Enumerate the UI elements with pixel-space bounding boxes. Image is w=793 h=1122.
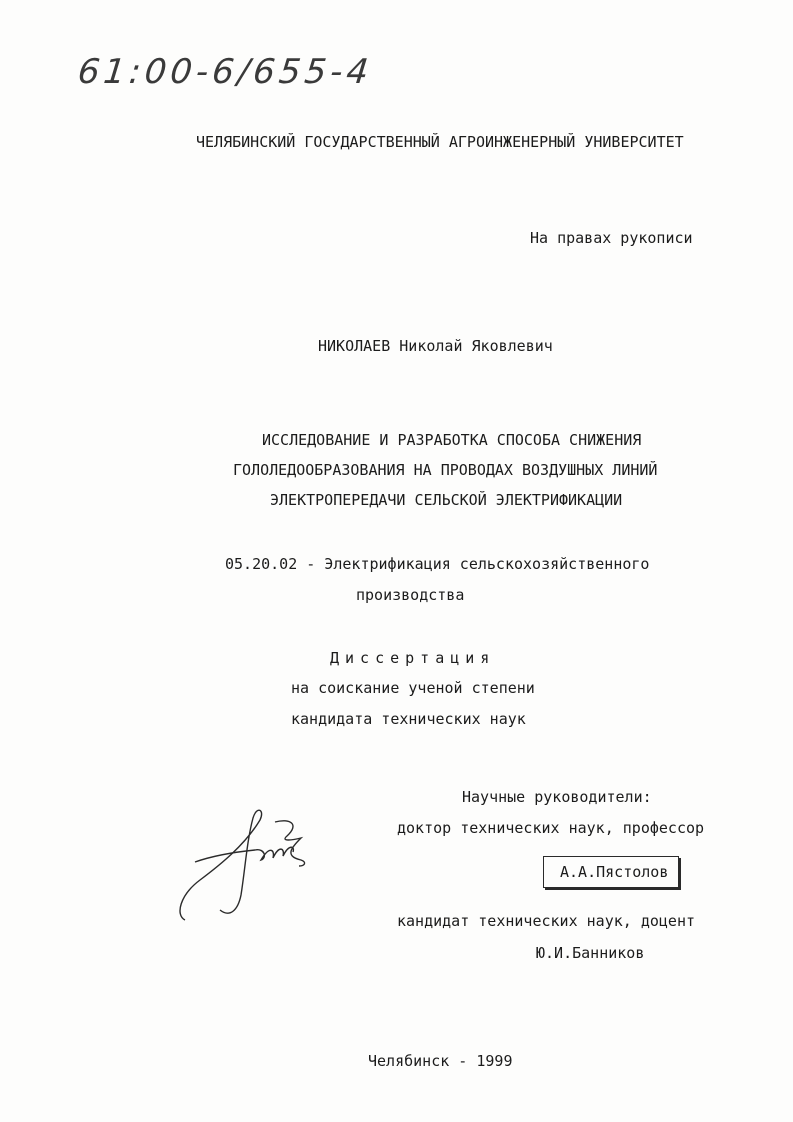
supervisor-1-name-box	[543, 856, 679, 888]
degree-line-2: на соискание ученой степени	[291, 679, 535, 697]
supervisor-2-title: кандидат технических наук, доцент	[397, 912, 696, 930]
author-name: НИКОЛАЕВ Николай Яковлевич	[318, 337, 553, 355]
signature	[175, 800, 315, 930]
footer-city-year: Челябинск - 1999	[368, 1052, 513, 1070]
degree-line-3: кандидата технических наук	[291, 710, 526, 728]
supervisor-2-name: Ю.И.Банников	[536, 944, 645, 962]
specialty-line-1: 05.20.02 - Электрификация сельскохозяйственного	[225, 555, 650, 573]
archive-stamp: 61:00-6/655-4	[75, 52, 375, 92]
supervisors-heading: Научные руководители:	[462, 788, 652, 806]
manuscript-note: На правах рукописи	[530, 229, 693, 247]
supervisor-1-title: доктор технических наук, профессор	[397, 819, 705, 837]
title-line-1: ИССЛЕДОВАНИЕ И РАЗРАБОТКА СПОСОБА СНИЖЕНИЯ	[262, 431, 642, 449]
degree-type: Диссертация	[330, 649, 496, 667]
title-line-2: ГОЛОЛЕДООБРАЗОВАНИЯ НА ПРОВОДАХ ВОЗДУШНЫХ ЛИНИЙ	[233, 461, 658, 479]
supervisor-1-name: А.А.Пястолов	[560, 863, 669, 881]
title-line-3: ЭЛЕКТРОПЕРЕДАЧИ СЕЛЬСКОЙ ЭЛЕКТРИФИКАЦИИ	[270, 491, 623, 509]
university-name: ЧЕЛЯБИНСКИЙ ГОСУДАРСТВЕННЫЙ АГРОИНЖЕНЕРНЫЙ УНИВЕРСИТЕТ	[196, 133, 684, 151]
specialty-line-2: производства	[356, 586, 465, 604]
